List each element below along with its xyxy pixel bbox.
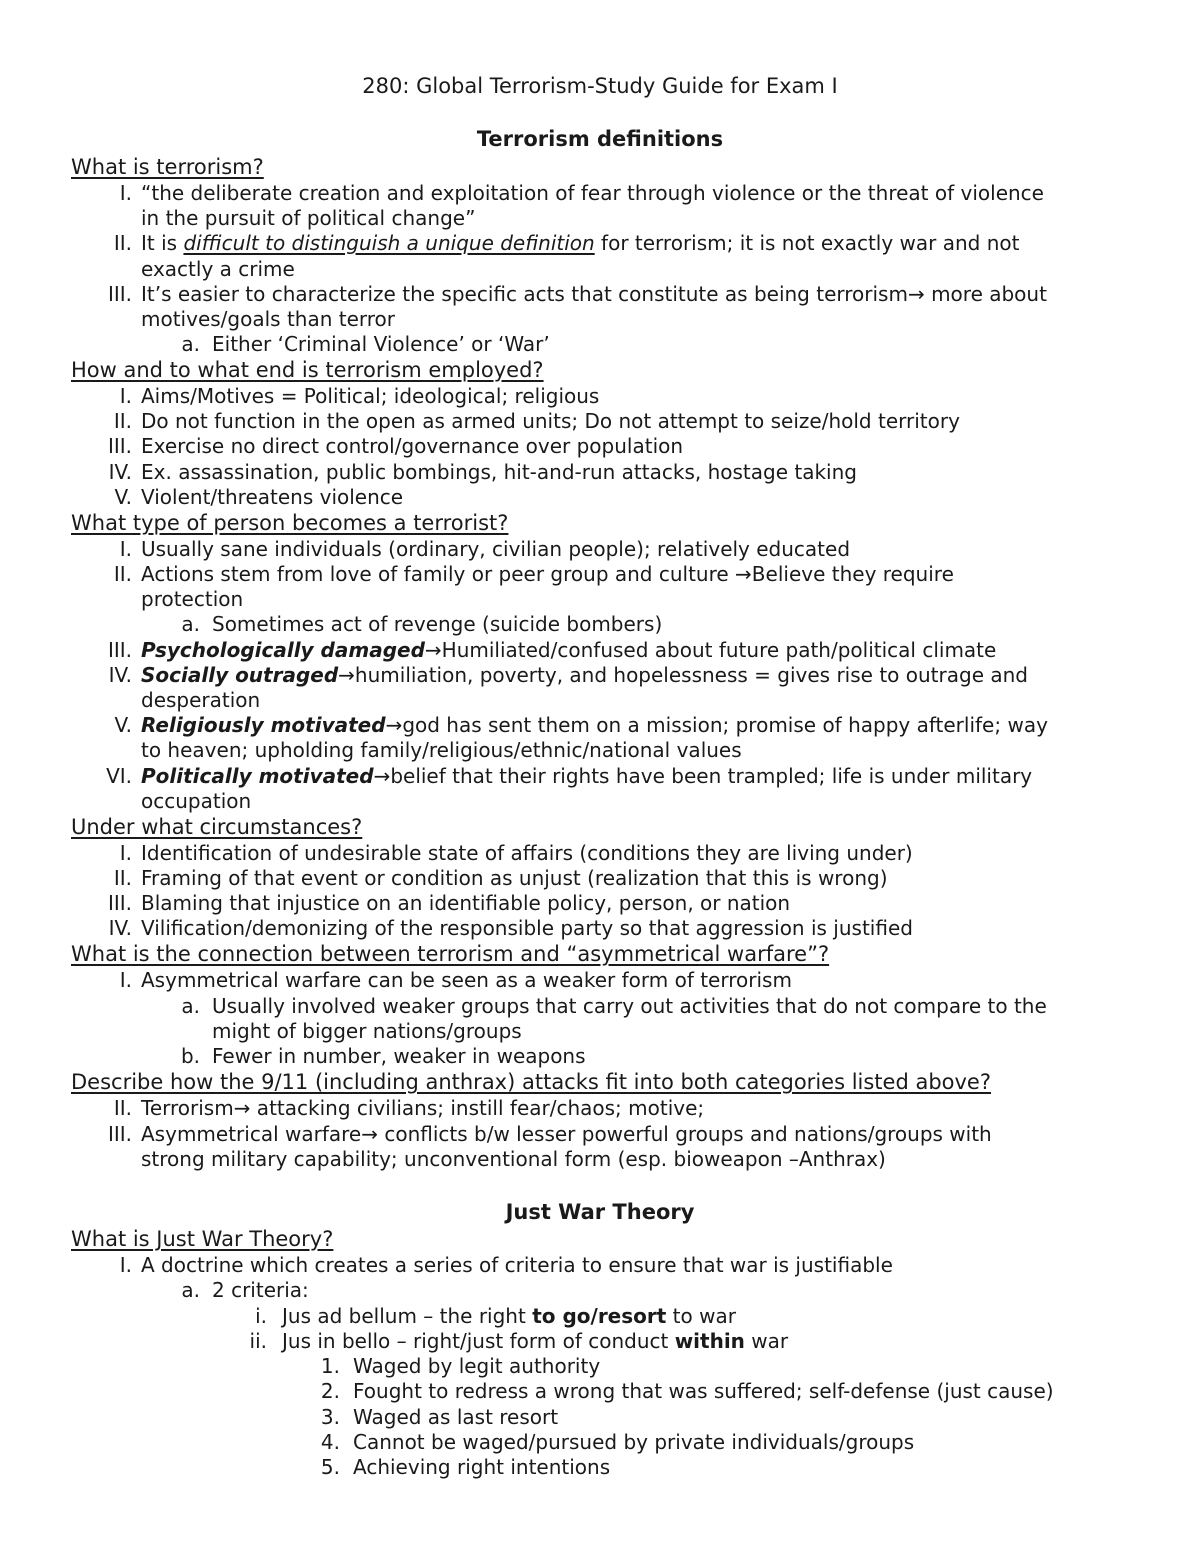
list-marker: III. xyxy=(107,891,132,915)
list-marker: b. xyxy=(180,1044,200,1068)
list-marker: a. xyxy=(181,332,200,356)
numbered-item xyxy=(0,1378,1200,1404)
list-marker: a. xyxy=(181,994,200,1018)
bold-italic-term: Psychologically damaged xyxy=(141,638,425,662)
list-marker: 2. xyxy=(320,1379,340,1403)
list-marker: II. xyxy=(113,866,132,890)
list-text: 2 criteria: xyxy=(212,1278,309,1302)
list-text: Fought to redress a wrong that was suffered; self-defense (just cause) xyxy=(353,1379,1054,1403)
sub-list-item xyxy=(0,993,1200,1019)
list-item xyxy=(0,281,1200,307)
list-text: Do not function in the open as armed units; Do not attempt to seize/hold territory xyxy=(141,409,960,433)
list-marker: a. xyxy=(181,612,200,636)
list-text: Either ‘Criminal Violence’ or ‘War’ xyxy=(212,332,550,356)
list-item xyxy=(0,890,1200,916)
list-marker: i. xyxy=(255,1304,267,1328)
list-text: Waged as last resort xyxy=(353,1405,559,1429)
list-text: Waged by legit authority xyxy=(353,1354,601,1378)
list-marker: a. xyxy=(181,1278,200,1302)
list-item xyxy=(0,915,1200,941)
list-text: Cannot be waged/pursued by private individuals/groups xyxy=(353,1430,915,1454)
bold-italic-term: Religiously motivated xyxy=(141,713,386,737)
list-item-continuation xyxy=(0,306,1200,332)
list-item xyxy=(0,662,1200,688)
list-marker: III. xyxy=(107,638,132,662)
list-marker: VI. xyxy=(106,764,132,788)
list-text: Ex. assassination, public bombings, hit-and-run attacks, hostage taking xyxy=(141,460,857,484)
list-item xyxy=(0,561,1200,587)
list-text: Asymmetrical warfare→ conflicts b/w lesser powerful groups and nations/groups with xyxy=(141,1122,992,1146)
list-text: Actions stem from love of family or peer group and culture →Believe they require xyxy=(141,562,954,586)
list-marker: IV. xyxy=(108,460,132,484)
list-text: might of bigger nations/groups xyxy=(212,1019,522,1043)
sub-list-item xyxy=(0,331,1200,357)
question-heading: How and to what end is terrorism employed? xyxy=(71,358,544,382)
list-text: Achieving right intentions xyxy=(353,1455,611,1479)
list-text: Jus in bello – right/just form of conduct within war xyxy=(282,1329,789,1353)
list-marker: 4. xyxy=(320,1430,340,1454)
list-text: Religiously motivated→god has sent them on a mission; promise of happy afterlife; way xyxy=(141,713,1048,737)
list-text: Sometimes act of revenge (suicide bombers) xyxy=(212,612,663,636)
list-item xyxy=(0,840,1200,866)
question-heading: Under what circumstances? xyxy=(71,815,363,839)
list-text: Asymmetrical warfare can be seen as a weaker form of terrorism xyxy=(141,968,792,992)
list-item-continuation xyxy=(0,687,1200,713)
list-text: exactly a crime xyxy=(141,257,295,281)
list-item-continuation xyxy=(0,586,1200,612)
question-heading: What type of person becomes a terrorist? xyxy=(71,511,509,535)
list-text: A doctrine which creates a series of criteria to ensure that war is justifiable xyxy=(141,1253,893,1277)
list-item-continuation xyxy=(0,1146,1200,1172)
question-asymmetrical-warfare xyxy=(0,941,1200,967)
question-9-11-attacks xyxy=(0,1069,1200,1095)
list-text: desperation xyxy=(141,688,261,712)
list-marker: III. xyxy=(107,434,132,458)
list-text: Aims/Motives = Political; ideological; religious xyxy=(141,384,600,408)
list-text: Vilification/demonizing of the responsible party so that aggression is justified xyxy=(141,916,913,940)
list-text: protection xyxy=(141,587,244,611)
list-text: in the pursuit of political change” xyxy=(141,206,476,230)
list-marker: I. xyxy=(119,1253,132,1277)
list-item xyxy=(0,484,1200,510)
list-item xyxy=(0,230,1200,256)
list-marker: I. xyxy=(119,181,132,205)
list-marker: III. xyxy=(107,282,132,306)
list-item xyxy=(0,1095,1200,1121)
question-what-is-terrorism xyxy=(0,154,1200,180)
bold-italic-term: Politically motivated xyxy=(141,764,374,788)
list-text: occupation xyxy=(141,789,252,813)
list-item xyxy=(0,637,1200,663)
list-marker: II. xyxy=(113,1096,132,1120)
list-text: It is difficult to distinguish a unique definition for terrorism; it is not exactly war and not xyxy=(141,231,1020,255)
bold-term: to go/resort xyxy=(532,1304,667,1328)
list-marker: II. xyxy=(113,562,132,586)
numbered-item xyxy=(0,1454,1200,1480)
list-item xyxy=(0,459,1200,485)
list-item xyxy=(0,180,1200,206)
question-heading: Describe how the 9/11 (including anthrax) attacks fit into both categories listed above? xyxy=(71,1070,992,1094)
list-marker: 1. xyxy=(320,1354,340,1378)
bold-term: within xyxy=(674,1329,745,1353)
list-item-continuation xyxy=(0,205,1200,231)
section-heading-just-war-theory: Just War Theory xyxy=(505,1200,695,1224)
emphasis-text: difficult to distinguish a unique definition xyxy=(183,231,595,255)
list-text: “the deliberate creation and exploitation of fear through violence or the threat of violence xyxy=(141,181,1044,205)
list-item xyxy=(0,763,1200,789)
list-text: Exercise no direct control/governance over population xyxy=(141,434,684,458)
sub-list-item xyxy=(0,611,1200,637)
list-marker: II. xyxy=(113,409,132,433)
list-item xyxy=(0,433,1200,459)
bold-italic-term: Socially outraged xyxy=(141,663,339,687)
question-heading: What is the connection between terrorism and “asymmetrical warfare”? xyxy=(71,942,830,966)
list-item xyxy=(0,865,1200,891)
sub-list-item xyxy=(0,1277,1200,1303)
document-title: 280: Global Terrorism-Study Guide for Exam I xyxy=(362,74,838,98)
list-marker: I. xyxy=(119,841,132,865)
list-text: to heaven; upholding family/religious/ethnic/national values xyxy=(141,738,742,762)
list-text: Psychologically damaged→Humiliated/confused about future path/political climate xyxy=(141,638,997,662)
list-item xyxy=(0,712,1200,738)
list-text: Socially outraged→humiliation, poverty, and hopelessness = gives rise to outrage and xyxy=(141,663,1028,687)
list-marker: 5. xyxy=(320,1455,340,1479)
numbered-item xyxy=(0,1353,1200,1379)
list-marker: ii. xyxy=(249,1329,267,1353)
list-marker: IV. xyxy=(108,916,132,940)
sub-sub-list-item xyxy=(0,1328,1200,1354)
list-item xyxy=(0,408,1200,434)
question-type-of-person xyxy=(0,510,1200,536)
question-heading: What is Just War Theory? xyxy=(71,1227,334,1251)
list-item-continuation xyxy=(0,788,1200,814)
list-marker: I. xyxy=(119,537,132,561)
question-how-employed xyxy=(0,357,1200,383)
section-heading-terrorism-definitions: Terrorism definitions xyxy=(476,127,724,151)
list-item xyxy=(0,383,1200,409)
list-item xyxy=(0,1121,1200,1147)
list-marker: III. xyxy=(107,1122,132,1146)
list-text: Identification of undesirable state of affairs (conditions they are living under) xyxy=(141,841,913,865)
question-circumstances xyxy=(0,814,1200,840)
list-text: Blaming that injustice on an identifiable policy, person, or nation xyxy=(141,891,791,915)
list-text: Usually involved weaker groups that carry out activities that do not compare to the xyxy=(212,994,1047,1018)
sub-list-item-continuation xyxy=(0,1018,1200,1044)
list-marker: I. xyxy=(119,384,132,408)
list-item-continuation xyxy=(0,737,1200,763)
list-item-continuation xyxy=(0,256,1200,282)
numbered-item xyxy=(0,1404,1200,1430)
list-text: Fewer in number, weaker in weapons xyxy=(212,1044,586,1068)
list-text: motives/goals than terror xyxy=(141,307,396,331)
list-item xyxy=(0,1252,1200,1278)
list-marker: I. xyxy=(119,968,132,992)
list-text: Politically motivated→belief that their rights have been trampled; life is under military xyxy=(141,764,1033,788)
list-text: Usually sane individuals (ordinary, civilian people); relatively educated xyxy=(141,537,851,561)
list-item xyxy=(0,967,1200,993)
list-marker: V. xyxy=(114,713,132,737)
sub-sub-list-item xyxy=(0,1303,1200,1329)
list-text: Jus ad bellum – the right to go/resort to war xyxy=(282,1304,736,1328)
numbered-item xyxy=(0,1429,1200,1455)
list-marker: V. xyxy=(114,485,132,509)
list-text: It’s easier to characterize the specific acts that constitute as being terrorism→ more about xyxy=(141,282,1047,306)
question-heading: What is terrorism? xyxy=(71,155,264,179)
list-text: Framing of that event or condition as unjust (realization that this is wrong) xyxy=(141,866,888,890)
list-marker: II. xyxy=(113,231,132,255)
list-text: Violent/threatens violence xyxy=(141,485,404,509)
list-item xyxy=(0,536,1200,562)
list-marker: 3. xyxy=(320,1405,340,1429)
sub-list-item xyxy=(0,1043,1200,1069)
question-just-war-theory xyxy=(0,1226,1200,1252)
list-marker: IV. xyxy=(108,663,132,687)
list-text: Terrorism→ attacking civilians; instill fear/chaos; motive; xyxy=(141,1096,705,1120)
list-text: strong military capability; unconventional form (esp. bioweapon –Anthrax) xyxy=(141,1147,886,1171)
